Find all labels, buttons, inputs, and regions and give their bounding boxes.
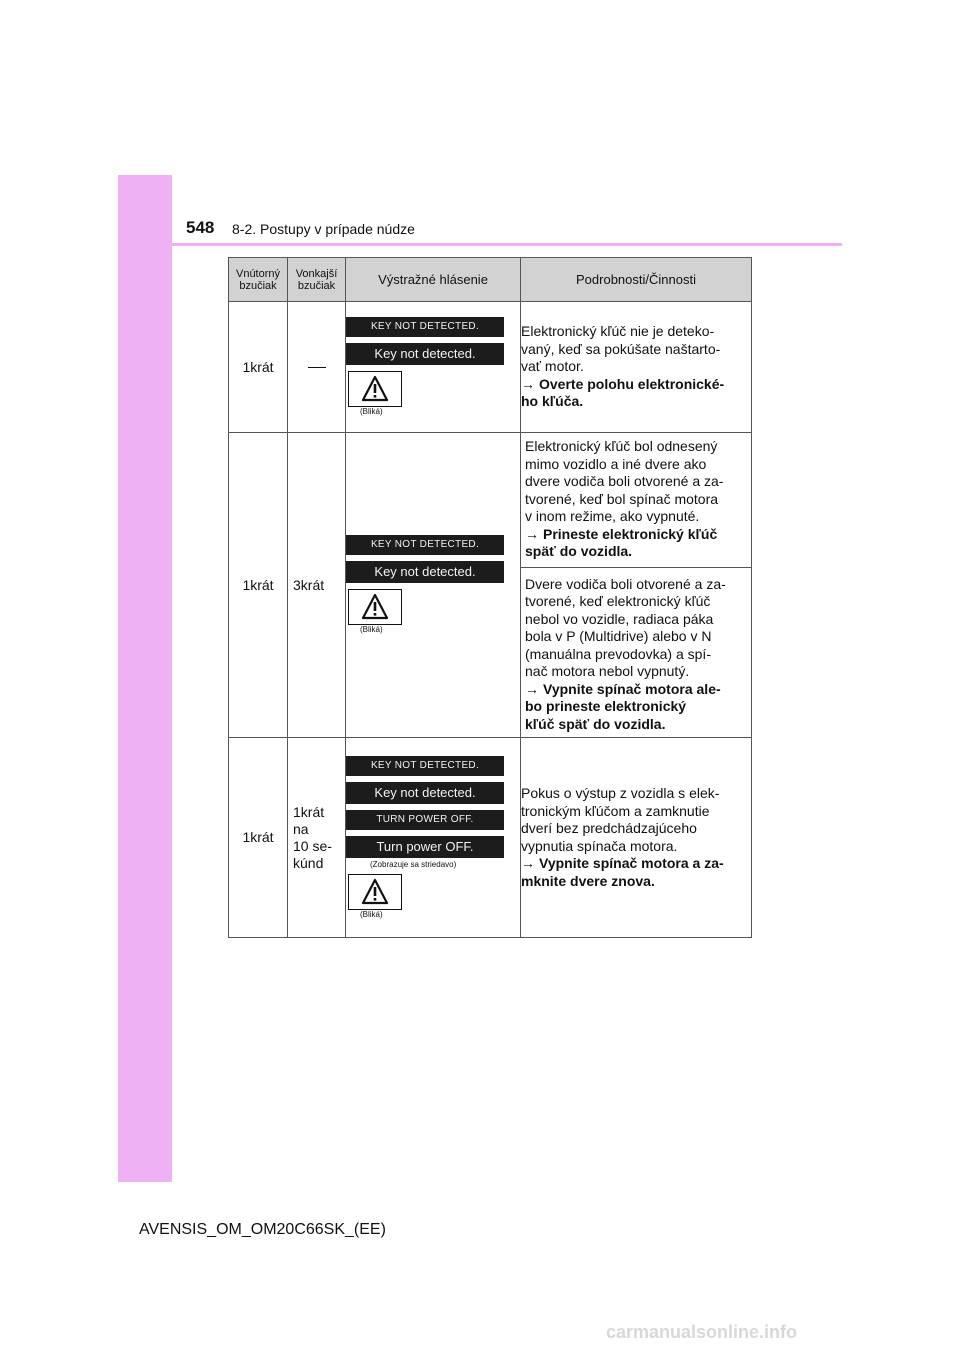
warning-table — [228, 257, 752, 938]
action-text: kľúč späť do vozidla. — [525, 715, 666, 732]
display-bar-uppercase: KEY NOT DETECTED. — [346, 317, 504, 337]
action-text: → Vypnite spínač motora ale- — [525, 680, 721, 697]
section-title: 8-2. Postupy v prípade núdze — [232, 221, 415, 237]
page-number: 548 — [186, 218, 215, 237]
display-bar-mixedcase: Key not detected. — [346, 343, 504, 365]
thumb-index-band — [118, 175, 172, 1182]
display-bar-uppercase: KEY NOT DETECTED. — [346, 535, 504, 555]
display-bar-uppercase: KEY NOT DETECTED. — [346, 756, 504, 776]
dash-mark — [308, 367, 326, 368]
table-row — [229, 738, 752, 938]
arrow-icon: → — [525, 680, 539, 697]
details-cell: Pokus o výstup z vozidla s elek- tronickým kľúčom a zamknutie dverí bez predchádzajúceho vypnutia spínača motora. → Vypnite spínač motora a za- mknite dvere znova. — [521, 738, 752, 938]
table-header-row — [229, 258, 752, 302]
action-text: → Prineste elektronický kľúč — [525, 525, 718, 542]
warning-triangle-icon — [348, 589, 402, 625]
outer-buzzer-count — [288, 302, 346, 433]
details-cell — [521, 302, 752, 433]
outer-buzzer-count: 1krát na 10 se- kúnd — [288, 738, 346, 938]
header-details: Podrobnosti/Činnosti — [521, 258, 752, 302]
blink-caption: (Bliká) — [360, 625, 383, 634]
action-text: → Vypnite spínač motora a za- — [521, 855, 724, 871]
inner-buzzer-count: 1krát — [229, 302, 288, 433]
alternating-caption: (Zobrazuje sa striedavo) — [370, 859, 457, 869]
warning-triangle-icon — [348, 371, 402, 407]
watermark: carmanualsonline.info — [606, 1322, 798, 1342]
arrow-icon: → — [521, 855, 535, 871]
blink-caption: (Bliká) — [360, 909, 383, 919]
header-warning-message: Výstražné hlásenie — [346, 258, 521, 302]
inner-buzzer-count: 1krát — [229, 433, 288, 738]
display-bar-mixedcase: Turn power OFF. — [346, 836, 504, 858]
document-code: AVENSIS_OM_OM20C66SK_(EE) — [139, 1221, 386, 1238]
detail-line: vaný, keď sa pokúšate naštarto- — [521, 340, 721, 357]
action-text: → Overte polohu elektronické- — [521, 375, 725, 392]
header-inner-buzzer: Vnútorný bzučiak — [229, 258, 288, 302]
action-text: bo prineste elektronický — [525, 698, 687, 714]
table-row — [229, 302, 752, 433]
action-text: mknite dvere znova. — [521, 872, 655, 889]
action-text: ho kľúča. — [521, 393, 584, 410]
display-bar-mixedcase: Key not detected. — [346, 561, 504, 583]
display-bar-uppercase: TURN POWER OFF. — [346, 810, 504, 830]
table-row — [229, 433, 752, 738]
warning-triangle-icon — [348, 874, 402, 910]
outer-buzzer-count: 3krát — [288, 433, 346, 738]
warning-message-cell — [346, 302, 521, 433]
blink-caption: (Bliká) — [360, 407, 383, 416]
arrow-icon: → — [525, 525, 539, 542]
details-sub-a: Elektronický kľúč bol odnesený mimo vozidlo a iné dvere ako dvere vodiča boli otvorené a za- tvorené, keď bol spínač motora v inom režime, ako vypnuté. → Prineste elektronický kľúč späť do vozidla. — [521, 433, 751, 568]
warning-message-cell — [346, 433, 521, 738]
display-bar-mixedcase: Key not detected. — [346, 782, 504, 804]
inner-buzzer-count: 1krát — [229, 738, 288, 938]
arrow-icon: → — [521, 375, 535, 392]
detail-line: Elektronický kľúč nie je deteko- — [521, 323, 715, 340]
details-sub-b: Dvere vodiča boli otvorené a za- tvorené, keď elektronický kľúč nebol vo vozidle, radiaca páka bola v P (Multidrive) alebo v N (manuálna prevodovka) a spí- nač motora nebol vypnutý. → Vypnite spínač motora ale- bo prineste elektronický kľúč späť do vozidla. — [521, 568, 751, 738]
action-text: späť do vozidla. — [525, 543, 633, 559]
detail-line: vať motor. — [521, 358, 584, 375]
details-cell — [521, 433, 752, 738]
header-rule — [118, 243, 842, 246]
header-outer-buzzer: Vonkajší bzučiak — [288, 258, 346, 302]
warning-message-cell — [346, 738, 521, 938]
